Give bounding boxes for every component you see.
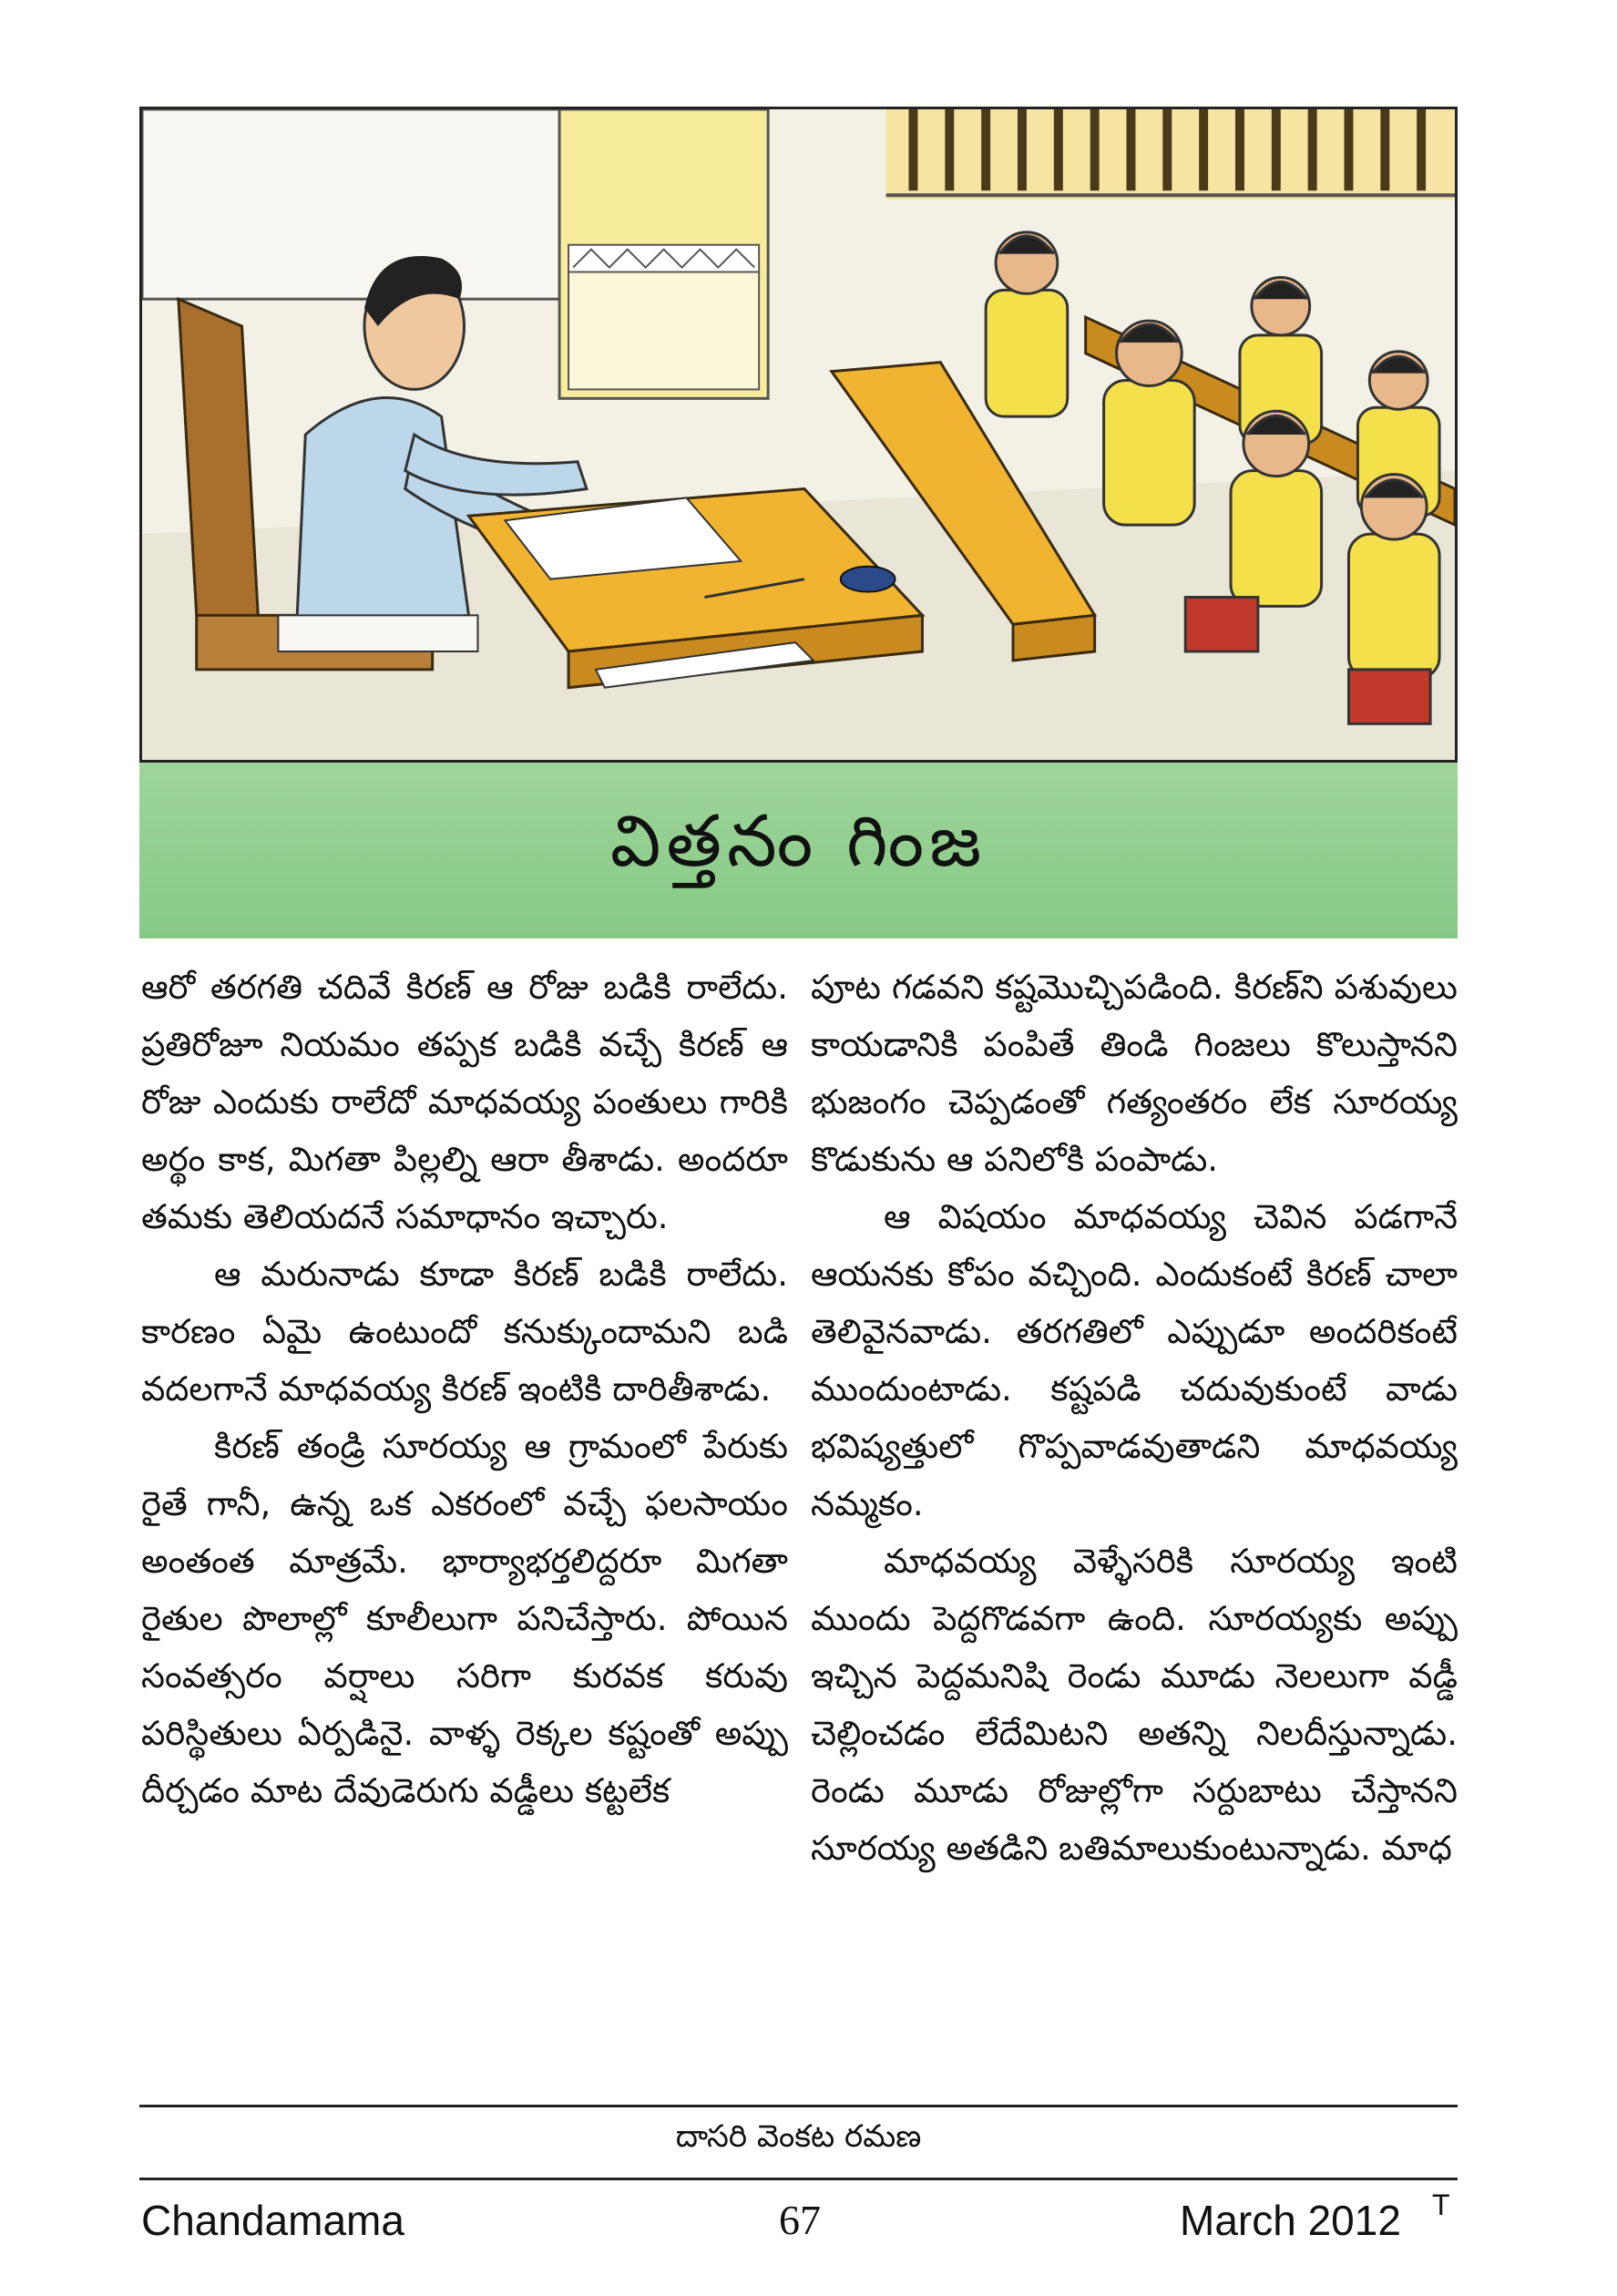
left-text-column	[141, 958, 788, 1819]
footer-rule	[139, 2178, 1458, 2180]
paragraph: ఆ విషయం మాధవయ్య చెవిన పడగానే ఆయనకు కోపం వచ్చింది. ఎందుకంటే కిరణ్ చాలా తెలివైనవాడు. తరగతిలో ఎప్పుడూ అందరికంటే ముందుంటాడు. కష్టపడి చదువుకుంటే వాడు భవిష్యత్తులో గొప్పవాడవుతాడని మాధవయ్య నమ్మకం.	[811, 1197, 1458, 1523]
corner-mark: T	[1432, 2188, 1450, 2221]
paragraph: ఆ మరునాడు కూడా కిరణ్ బడికి రాలేదు. కారణం ఏమై ఉంటుందో కనుక్కుందామని బడి వదలగానే మాధవయ్య కిరణ్ ఇంటికి దారితీశాడు.	[141, 1255, 788, 1409]
author-top-rule	[139, 2105, 1458, 2107]
paragraph: ఆరో తరగతి చదివే కిరణ్ ఆ రోజు బడికి రాలేదు. ప్రతిరోజూ నియమం తప్పక బడికి వచ్చే కిరణ్ ఆ రోజు ఎందుకు రాలేదో మాధవయ్య పంతులు గారికి అర్థం కాక, మిగతా పిల్లల్ని ఆరా తీశాడు. అందరూ తమకు తెలియదనే సమాధానం ఇచ్చారు.	[141, 968, 788, 1236]
story-title: విత్తనం గింజ	[609, 801, 988, 883]
classroom-scene-image	[142, 109, 1455, 760]
issue-date: March 2012	[1180, 2197, 1401, 2244]
story-title-band	[139, 763, 1458, 938]
paragraph: పూట గడవని కష్టమొచ్చిపడింది. కిరణ్‌ని పశువులు కాయడానికి పంపితే తిండి గింజలు కొలుస్తానని భుజంగం చెప్పడంతో గత్యంతరం లేక సూరయ్య కొడుకును ఆ పనిలోకి పంపాడు.	[811, 968, 1458, 1179]
right-text-column	[811, 958, 1458, 1877]
story-author: దాసరి వెంకట రమణ	[675, 2118, 922, 2155]
page-number: 67	[779, 2197, 821, 2243]
story-illustration	[139, 107, 1458, 763]
paragraph: కిరణ్ తండ్రి సూరయ్య ఆ గ్రామంలో పేరుకు రైతే గానీ, ఉన్న ఒక ఎకరంలో వచ్చే ఫలసాయం అంతంత మాత్రమే. భార్యాభర్తలిద్దరూ మిగతా రైతుల పొలాల్లో కూలీలుగా పనిచేస్తారు. పోయిన సంవత్సరం వర్షాలు సరిగా కురవక కరువు పరిస్థితులు ఏర్పడినై. వాళ్ళ రెక్కల కష్టంతో అప్పు దీర్చడం మాట దేవుడెరుగు వడ్డీలు కట్టలేక	[141, 1427, 788, 1810]
paragraph: మాధవయ్య వెళ్ళేసరికి సూరయ్య ఇంటి ముందు పెద్దగొడవగా ఉంది. సూరయ్యకు అప్పు ఇచ్చిన పెద్దమనిషి రెండు మూడు నెలలుగా వడ్డీ చెల్లించడం లేదేమిటని అతన్ని నిలదీస్తున్నాడు. రెండు మూడు రోజుల్లోగా సర్దుబాటు చేస్తానని సూరయ్య అతడిని బతిమాలుకుంటున్నాడు. మాధ	[811, 1542, 1458, 1868]
magazine-name: Chandamama	[141, 2197, 404, 2244]
